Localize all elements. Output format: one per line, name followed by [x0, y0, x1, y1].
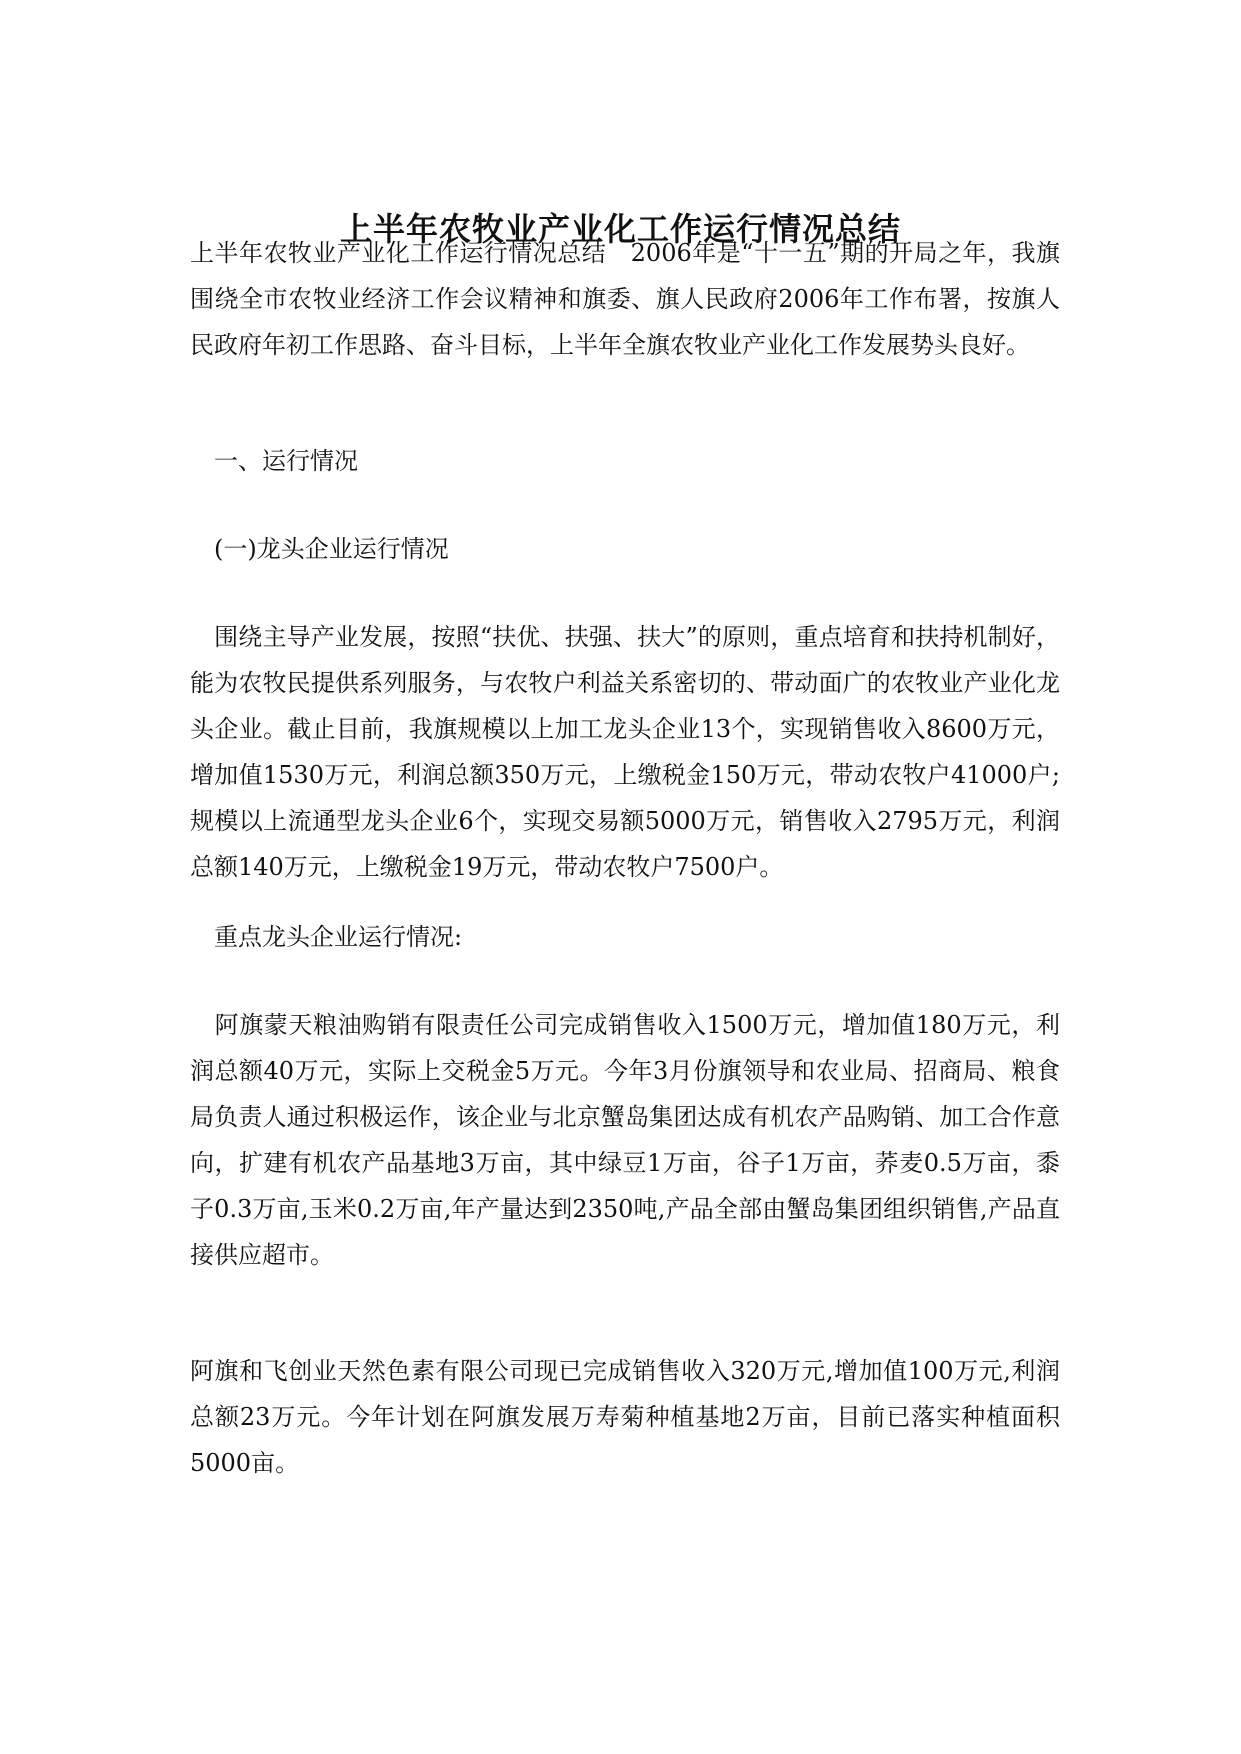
subsection-heading-leading-enterprises: (一)龙头企业运行情况	[190, 535, 449, 563]
paragraph-key-enterprises-heading: 重点龙头企业运行情况:	[190, 923, 463, 951]
intro-paragraph: 上半年农牧业产业化工作运行情况总结 2006年是“十一五”期的开局之年，我旗围绕全市农牧业经济工作会议精神和旗委、旗人民政府2006年工作布署，按旗人民政府年初工作思路、奋斗目标，上半年全旗农牧业产业化工作发展势头良好。	[190, 239, 1060, 359]
document-title: 上半年农牧业产业化工作运行情况总结	[339, 210, 901, 249]
section-heading-operation: 一、运行情况	[190, 447, 358, 475]
paragraph-hefei-company: 阿旗和飞创业天然色素有限公司现已完成销售收入320万元,增加值100万元,利润总额23万元。今年计划在阿旗发展万寿菊种植基地2万亩，目前已落实种植面积5000亩。	[190, 1357, 1060, 1477]
paragraph-leading-enterprises: 围绕主导产业发展，按照“扶优、扶强、扶大”的原则，重点培育和扶持机制好，能为农牧民提供系列服务，与农牧户利益关系密切的、带动面广的农牧业产业化龙头企业。截止目前，我旗规模以上加工龙头企业13个，实现销售收入8600万元，增加值1530万元，利润总额350万元，上缴税金150万元，带动农牧户41000户;规模以上流通型龙头企业6个，实现交易额5000万元，销售收入2795万元，利润总额140万元，上缴税金19万元，带动农牧户7500户。	[190, 623, 1060, 881]
paragraph-mengtian-company: 阿旗蒙天粮油购销有限责任公司完成销售收入1500万元，增加值180万元，利润总额40万元，实际上交税金5万元。今年3月份旗领导和农业局、招商局、粮食局负责人通过积极运作，该企业与北京蟹岛集团达成有机农产品购销、加工合作意向，扩建有机农产品基地3万亩，其中绿豆1万亩，谷子1万亩，荞麦0.5万亩，黍子0.3万亩,玉米0.2万亩,年产量达到2350吨,产品全部由蟹岛集团组织销售,产品直接供应超市。	[190, 1011, 1060, 1269]
